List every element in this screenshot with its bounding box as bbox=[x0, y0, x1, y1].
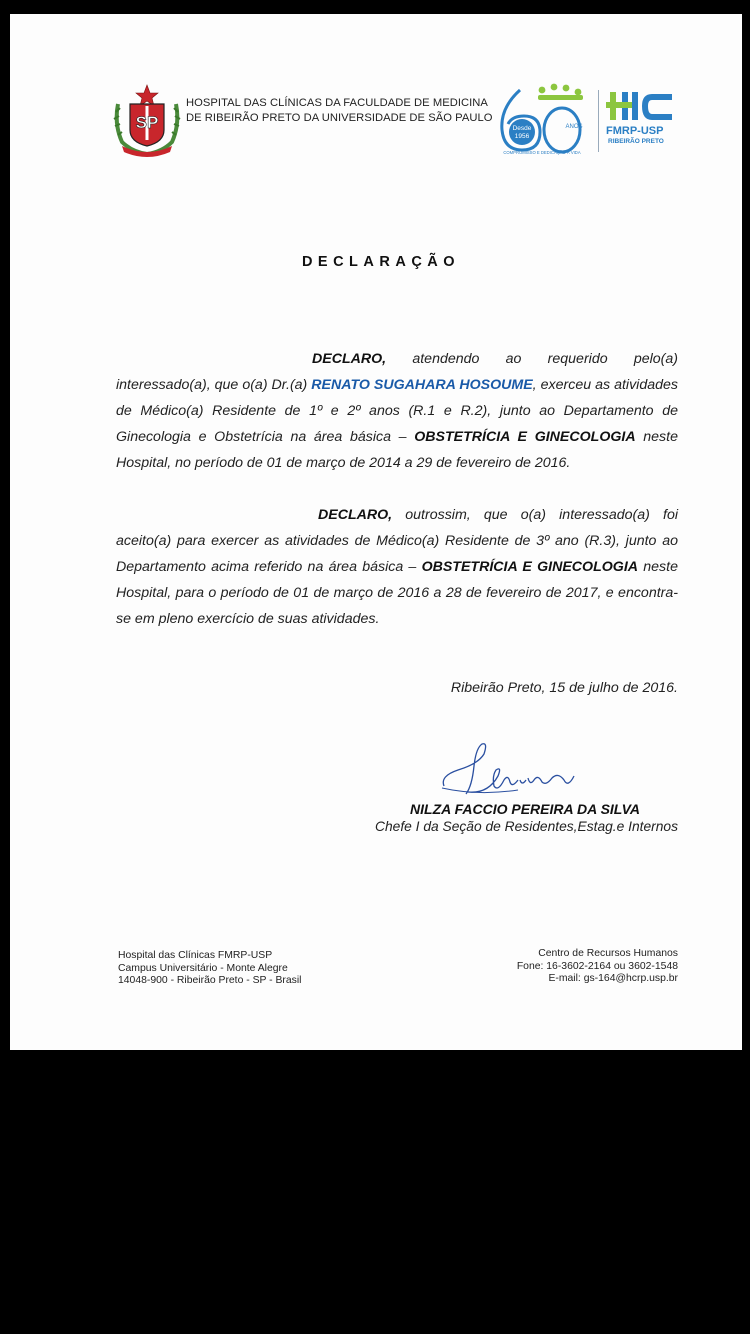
since-label: Desde bbox=[512, 125, 532, 132]
p1-text-a: atendendo ao requerido pelo(a) interessado(a), que o(a) Dr.(a) bbox=[116, 351, 679, 393]
p1-area: OBSTETRÍCIA E GINECOLOGIA bbox=[414, 429, 636, 445]
declaro-keyword: DECLARO, bbox=[312, 351, 387, 367]
anniversary-slogan: COMPROMISSO E DEDICAÇÃO À VIDA bbox=[503, 150, 581, 155]
declaro-keyword-2: DECLARO, bbox=[318, 507, 393, 523]
hc-logo-line-2: RIBEIRÃO PRETO bbox=[608, 138, 664, 145]
footer-right-line-2: Fone: 16-3602-2164 ou 3602-1548 bbox=[516, 960, 678, 972]
footer-left-line-2: Campus Universitário - Monte Alegre bbox=[118, 962, 288, 974]
footer-left-line-1: Hospital das Clínicas FMRP-USP bbox=[118, 950, 273, 961]
handwritten-signature bbox=[438, 736, 588, 800]
document-title: DECLARAÇÃO bbox=[301, 254, 461, 270]
footer-address bbox=[118, 950, 301, 988]
p1-text-b: , exerceu as atividades de Médico(a) Residente de 1º e 2º anos (R.1 e R.2), junto ao Departamento de Ginecologia e Obstetrícia na área básica – bbox=[116, 377, 678, 445]
footer-right-line-3: E-mail: gs-164@hcrp.usp.br bbox=[548, 973, 678, 984]
sixty-years-logo bbox=[494, 78, 594, 160]
place-and-date: Ribeirão Preto, 15 de julho de 2016. bbox=[450, 680, 678, 696]
logo-divider bbox=[598, 90, 599, 152]
declaration-paragraph-1 bbox=[116, 346, 678, 476]
hc-fmrp-logo bbox=[604, 88, 678, 148]
institution-line-1: HOSPITAL DAS CLÍNICAS DA FACULDADE DE MEDICINA bbox=[186, 97, 488, 109]
sp-seal-label: SP bbox=[135, 113, 159, 132]
footer-contact bbox=[517, 948, 678, 986]
resident-name: RENATO SUGAHARA HOSOUME bbox=[311, 377, 533, 393]
declaration-paragraph-2 bbox=[116, 502, 678, 632]
years-label: ANOS bbox=[565, 124, 583, 130]
signatory-name: NILZA FACCIO PEREIRA DA SILVA bbox=[410, 801, 640, 817]
footer-right-line-1: Centro de Recursos Humanos bbox=[538, 948, 678, 959]
sp-state-seal-icon bbox=[112, 84, 182, 158]
institution-line-2: DE RIBEIRÃO PRETO DA UNIVERSIDADE DE SÃO PAULO bbox=[186, 112, 493, 124]
footer-left-line-3: 14048-900 - Ribeirão Preto - SP - Brasil bbox=[118, 975, 302, 986]
since-year: 1956 bbox=[514, 133, 530, 140]
institution-name bbox=[186, 96, 493, 126]
p2-text-a: outrossim, que o(a) interessado(a) foi aceito(a) para exercer as atividades de Médico(a) Residente de 3º ano (R.3), junto ao Departamento acima referido na área básica – bbox=[116, 507, 678, 575]
p1-text-c: neste Hospital, no período de 01 de março de 2014 a 29 de fevereiro de 2016. bbox=[116, 429, 678, 471]
p2-area: OBSTETRÍCIA E GINECOLOGIA bbox=[421, 559, 639, 575]
p2-text-b: neste Hospital, para o período de 01 de março de 2016 a 28 de fevereiro de 2017, e encontra-se em pleno exercício de suas atividades. bbox=[116, 559, 678, 627]
hc-logo-line-1: FMRP-USP bbox=[606, 125, 664, 137]
signatory-role: Chefe I da Seção de Residentes,Estag.e Internos bbox=[375, 819, 678, 834]
